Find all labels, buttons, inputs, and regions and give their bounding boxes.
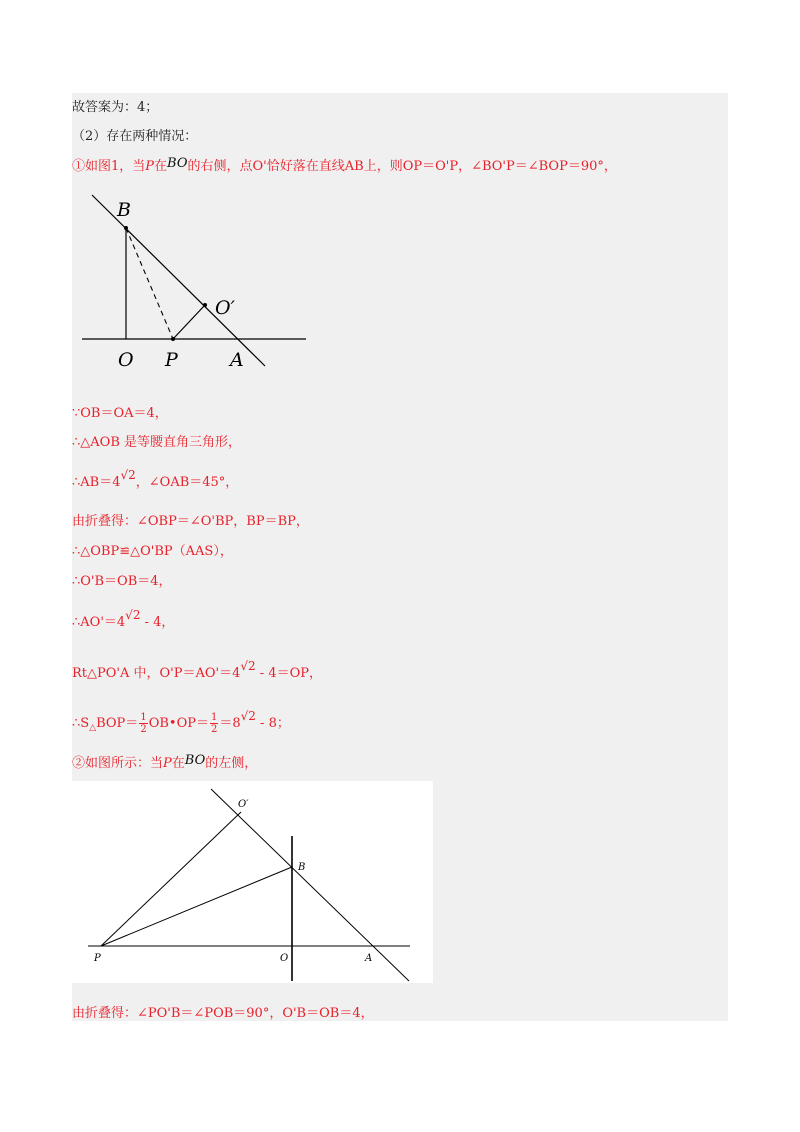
fraction-half: $\frac{1}{2}$: [140, 712, 147, 735]
step-rt-triangle: Rt△PO'A 中，O'P＝AO'＝4√2 - 4＝OP，: [72, 659, 323, 681]
fraction-half-2: $\frac{1}{2}$: [210, 712, 218, 735]
label-a: A: [365, 953, 373, 964]
segment-po1: [173, 305, 205, 339]
step-ob-oa: ∵OB＝OA＝4，: [72, 406, 168, 421]
two-cases-line: （2）存在两种情况：: [72, 129, 198, 144]
point-b: [124, 226, 128, 230]
label-o: O: [118, 349, 134, 371]
label-o1: O′: [215, 297, 235, 319]
answer-line: 故答案为：4；: [72, 100, 159, 115]
bo-segment-label: BO: [167, 156, 188, 171]
point-o1: [203, 303, 207, 307]
label-a: A: [230, 349, 244, 371]
segment-bp-dashed: [126, 228, 173, 339]
case2-intro-line: ②如图所示：当P在BO的左侧，: [72, 753, 258, 771]
label-o: O: [280, 953, 289, 964]
bo-segment-label-2: BO: [184, 753, 206, 768]
step-congruent: ∴△OBP≌△O'BP（AAS），: [72, 544, 233, 559]
label-b: B: [298, 862, 306, 873]
case1-intro-line: ①如图1，当P在BO的右侧，点O'恰好落在直线AB上，则OP＝O'P，∠BO'P＝∠BOP＝90°，: [72, 156, 617, 174]
step-ao1: ∴AO'＝4√2 - 4，: [72, 608, 175, 630]
label-o1: O′: [238, 799, 249, 810]
point-p: [171, 337, 175, 341]
figure-1: [72, 190, 322, 380]
step-fold-case2: 由折叠得：∠PO'B＝∠POB＝90°，O'B＝OB＝4，: [72, 1006, 374, 1021]
step-fold-angles: 由折叠得：∠OBP＝∠O'BP，BP＝BP，: [72, 514, 309, 529]
label-p: P: [94, 953, 101, 964]
step-area: $\therefore S_\triangle BOP=$ $\frac{1}{2}$ OB•OP＝ $\frac{1}{2}$ ＝8√2 - 8；: [72, 709, 290, 735]
step-ab: ∴AB＝4√2，∠OAB＝45°，: [72, 468, 239, 490]
figure-2: [72, 781, 433, 983]
label-p: P: [165, 349, 178, 371]
step-isosceles: ∴△AOB 是等腰直角三角形，: [72, 435, 242, 450]
step-ob-equal: ∴O'B＝OB＝4，: [72, 574, 172, 589]
label-b: B: [117, 199, 131, 221]
